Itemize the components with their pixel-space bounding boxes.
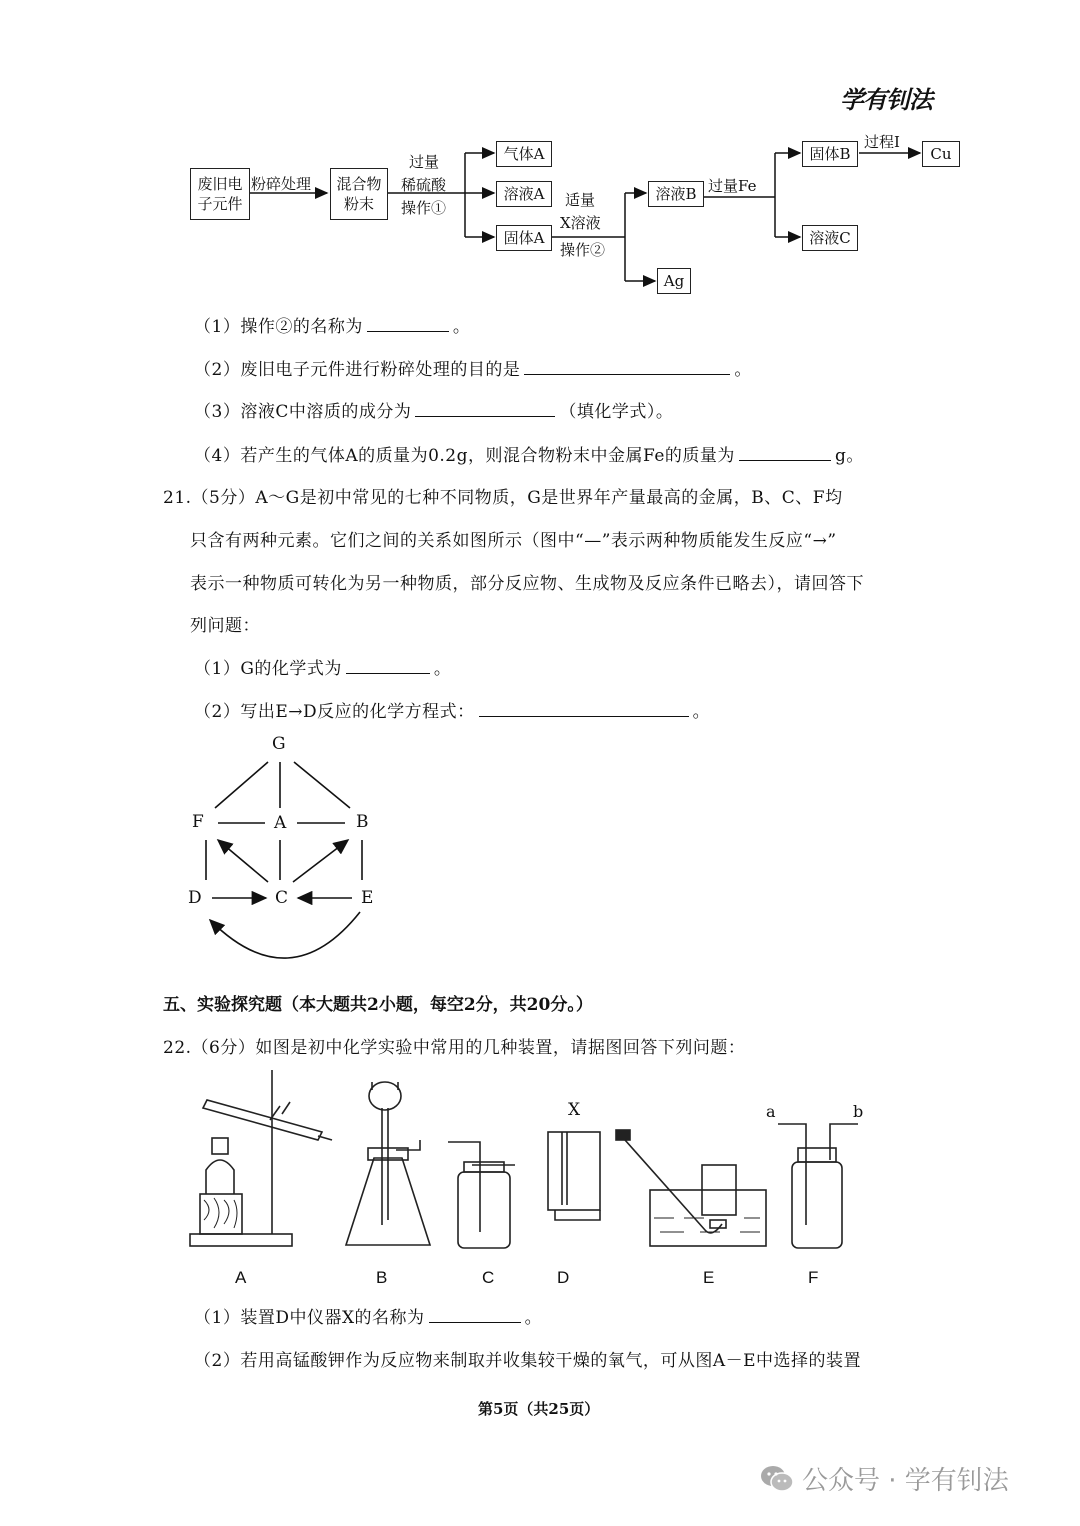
apparatus-c-bottle <box>458 1172 510 1248</box>
apparatus-a-base <box>190 1234 292 1246</box>
q22-part1-end: 。 <box>524 1308 543 1328</box>
box-solidB: 固体B <box>802 141 858 167</box>
node-B: B <box>356 812 369 832</box>
box-gasA: 气体A <box>496 141 552 167</box>
apparatus-a-port-label: a <box>766 1102 776 1121</box>
watermark-text: 公众号 · 学有钊法 <box>802 1466 1009 1496</box>
box-solC: 溶液C <box>802 225 858 251</box>
page-number: 第5页（共25页） <box>478 1400 600 1418</box>
node-C: C <box>275 888 289 908</box>
apparatus-label-e: E <box>703 1268 715 1287</box>
q21-line4: 列问题： <box>190 616 260 636</box>
apparatus-a-test-tube <box>203 1100 322 1140</box>
q21-part1-end: 。 <box>433 659 452 679</box>
q21-part1-text: （1）G的化学式为 <box>194 659 342 679</box>
q20-part3-text: （3）溶液C中溶质的成分为 <box>194 402 412 422</box>
q22-part1-blank[interactable] <box>429 1304 521 1323</box>
q21-part2-end: 。 <box>692 702 711 722</box>
apparatus-f-bottle <box>792 1162 842 1248</box>
q22-part1-text: （1）装置D中仪器X的名称为 <box>194 1308 425 1328</box>
apparatus-d-vessel <box>548 1132 600 1210</box>
box-ag: Ag <box>657 268 691 294</box>
q20-part4-text: （4）若产生的气体A的质量为0.2g，则混合物粉末中金属Fe的质量为 <box>194 446 735 466</box>
section-5-title: 五、实验探究题（本大题共2小题，每空2分，共20分。） <box>163 995 593 1015</box>
node-D: D <box>188 888 202 908</box>
q20-part3-end: （填化学式）。 <box>559 402 674 422</box>
q22-intro: 22.（6分）如图是初中化学实验中常用的几种装置，请据图回答下列问题： <box>163 1038 746 1058</box>
apparatus-f-tube-b <box>830 1124 858 1160</box>
node-F: F <box>192 812 204 832</box>
box-solA: 溶液A <box>496 181 552 207</box>
apparatus-a-block <box>200 1194 242 1234</box>
label-excessFe: 过量Fe <box>708 177 757 195</box>
label-op1-a: 过量 <box>409 153 440 171</box>
q22-part2: （2）若用高锰酸钾作为反应物来制取并收集较干燥的氧气，可从图A－E中选择的装置 <box>194 1351 862 1371</box>
apparatus-b-port-label: b <box>853 1102 864 1121</box>
q22-part1 <box>194 1303 542 1328</box>
node-G: G <box>272 734 286 754</box>
box-solB: 溶液B <box>648 181 704 207</box>
apparatus-label-b: B <box>376 1268 388 1287</box>
q21-line1: 21.（5分）A～G是初中常见的七种不同物质，G是世界年产量最高的金属，B、C、F均 <box>163 488 843 508</box>
node-E: E <box>361 888 374 908</box>
box-solidA: 固体A <box>496 225 552 251</box>
q20-part4-end: g。 <box>834 446 864 466</box>
node-A: A <box>274 813 287 833</box>
apparatus-label-a: A <box>235 1268 247 1287</box>
label-proc1: 过程I <box>864 133 900 151</box>
apparatus-b-funnel <box>369 1082 401 1110</box>
apparatus-x-label: X <box>568 1100 581 1120</box>
apparatus-label-c: C <box>482 1268 495 1287</box>
apparatus-label-d: D <box>557 1268 570 1287</box>
wechat-icon <box>760 1464 794 1494</box>
box-waste-text: 废旧电子元件 <box>197 175 243 213</box>
label-op2-c: 操作② <box>560 241 606 259</box>
brand-logo: 学有钊法 <box>840 85 932 114</box>
watermark <box>760 1460 1009 1497</box>
q20-part2-text: （2）废旧电子元件进行粉碎处理的目的是 <box>194 360 521 380</box>
q20-part1-end: 。 <box>452 317 471 337</box>
apparatus-label-f: F <box>808 1268 819 1287</box>
q21-part2-text: （2）写出E→D反应的化学方程式： <box>194 702 475 722</box>
q20-part2-end: 。 <box>734 360 752 380</box>
apparatus-a-lamp <box>206 1160 234 1194</box>
q21-line3: 表示一种物质可转化为另一种物质，部分反应物、生成物及反应条件已略去），请回答下 <box>190 574 864 594</box>
q20-part1-text: （1）操作②的名称为 <box>194 317 363 337</box>
box-mix-text: 混合物粉末 <box>336 175 382 213</box>
label-crush: 粉碎处理 <box>251 175 312 193</box>
label-op1-c: 操作① <box>401 199 447 217</box>
apparatus-e-tube <box>625 1140 722 1233</box>
q21-line2: 只含有两种元素。它们之间的关系如图所示（图中“—”表示两种物质能发生反应“→” <box>190 531 837 551</box>
label-op2-a: 适量 <box>565 191 596 209</box>
label-op2-b: X溶液 <box>560 214 601 232</box>
label-op1-b: 稀硫酸 <box>401 176 447 194</box>
box-cu: Cu <box>922 141 960 167</box>
